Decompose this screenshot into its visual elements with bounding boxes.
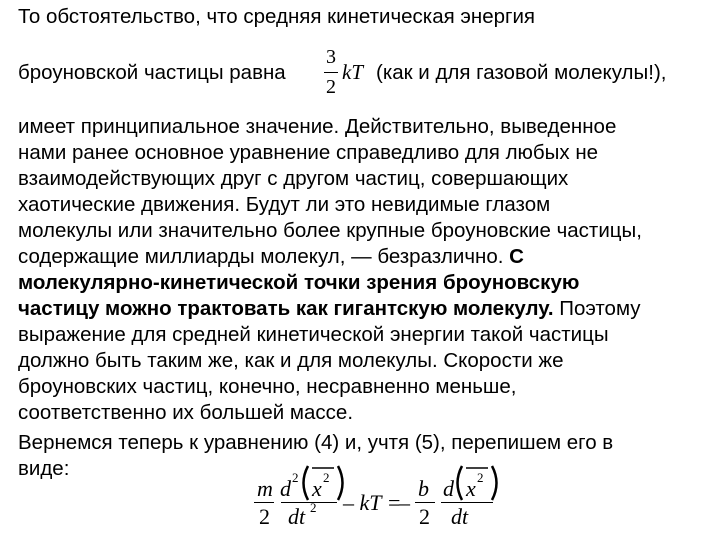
- eq-fraction-bar-2: [281, 502, 337, 503]
- eq-minus: –: [399, 490, 410, 515]
- text-line-8-normal: содержащие миллиарды молекул, — безразлично.: [18, 245, 504, 268]
- text-line-4: нами ранее основное уравнение справедливо для любых не: [18, 141, 599, 164]
- fraction-numerator: 3: [326, 46, 336, 68]
- eq-x-2: x: [466, 476, 476, 501]
- eq-d: d: [280, 476, 291, 501]
- fraction-bar: [324, 72, 338, 73]
- text-line-12: должно быть таким же, как и для молекулы. Скорости же: [18, 349, 564, 372]
- text-line-3: имеет принципиальное значение. Действительно, выведенное: [18, 115, 617, 138]
- eq-d-2: d: [443, 476, 454, 501]
- text-line-15: Вернемся теперь к уравнению (4) и, учтя (5), перепишем его в: [18, 431, 614, 454]
- kT-symbol: kT: [342, 60, 363, 84]
- eq-dt: dt: [288, 504, 306, 529]
- text-line-13: броуновских частиц, конечно, несравненно меньше,: [18, 375, 517, 398]
- eq-fraction-bar-3: [415, 502, 435, 503]
- eq-two-1: 2: [259, 504, 270, 529]
- fraction-denominator: 2: [326, 76, 336, 98]
- text-line-5: взаимодействующих друг с другом частиц, совершающих: [18, 167, 569, 190]
- text-line-11: выражение для средней кинетической энергии такой частицы: [18, 323, 609, 346]
- text-line-6: хаотические движения. Будут ли это невидимые глазом: [18, 193, 551, 216]
- eq-dt-2: dt: [451, 504, 469, 529]
- text-line-9: молекулярно-кинетической точки зрения броуновскую: [18, 271, 580, 294]
- text-line-10-normal: Поэтому: [559, 297, 641, 320]
- text-line-10: [18, 296, 641, 322]
- eq-dt-power: 2: [310, 500, 317, 515]
- eq-b: b: [418, 476, 429, 501]
- eq-m: m: [257, 476, 273, 501]
- text-line-1: То обстоятельство, что средняя кинетическая энергия: [18, 5, 536, 28]
- eq-fraction-bar-4: [441, 502, 493, 503]
- eq-two-2: 2: [419, 504, 430, 529]
- eq-minus-kT-equals: – kT =: [343, 490, 402, 515]
- eq-x-power: 2: [323, 470, 330, 485]
- eq-x-2-power: 2: [477, 470, 484, 485]
- eq-x: x: [312, 476, 322, 501]
- eq-fraction-bar-1: [254, 502, 274, 503]
- text-line-2-start: броуновской частицы равна: [18, 61, 286, 84]
- text-line-8-bold: С: [509, 245, 524, 268]
- text-line-2-end: (как и для газовой молекулы!),: [376, 61, 667, 84]
- text-line-7: молекулы или значительно более крупные броуновские частицы,: [18, 219, 642, 242]
- eq-d-power: 2: [292, 470, 299, 485]
- text-line-10-bold: частицу можно трактовать как гигантскую молекулу.: [18, 297, 554, 320]
- text-line-16: виде:: [18, 457, 70, 480]
- text-line-14: соответственно их большей массе.: [18, 401, 354, 424]
- text-line-8: [18, 244, 524, 270]
